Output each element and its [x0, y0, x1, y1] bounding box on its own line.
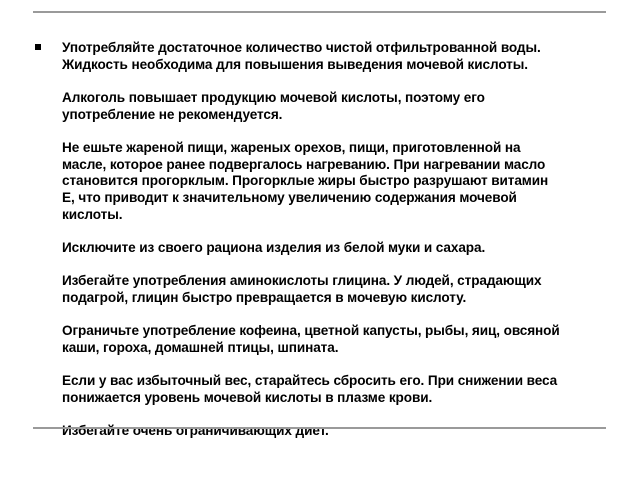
top-divider: [33, 11, 606, 13]
square-bullet-icon: [35, 44, 41, 50]
paragraph-fried-food: Не ешьте жареной пищи, жареных орехов, пищи, приготовленной на масле, которое ранее подвергалось нагреванию. При нагревании масло становится прогорклым. Прогорклые жиры быстро разрушают витамин Е, что приводит к значительному увеличению содержания мочевой кислоты.: [62, 139, 549, 222]
paragraph-diets: Избегайте очень ограничивающих диет.: [62, 422, 329, 438]
paragraph-glycine: Избегайте употребления аминокислоты глицина. У людей, страдающих подагрой, глицин быстро превращается в мочевую кислоту.: [62, 273, 542, 305]
bottom-divider: [33, 427, 606, 429]
paragraph-weight: Если у вас избыточный вес, старайтесь сбросить его. При снижении веса понижается уровень мочевой кислоты в плазме крови.: [62, 372, 558, 405]
paragraph-caffeine: Ограничьте употребление кофеина, цветной капусты, рыбы, яиц, овсяной каши, гороха, домашней птицы, шпината.: [62, 322, 560, 355]
paragraph-white-flour: Исключите из своего рациона изделия из белой муки и сахара.: [62, 239, 486, 255]
slide-text-body: [62, 40, 607, 439]
paragraph-water: Употребляйте достаточное количество чистой отфильтрованной воды. Жидкость необходима для повышения выведения мочевой кислоты.: [62, 40, 541, 72]
paragraph-alcohol: Алкоголь повышает продукцию мочевой кислоты, поэтому его употребление не рекомендуется.: [62, 89, 485, 122]
